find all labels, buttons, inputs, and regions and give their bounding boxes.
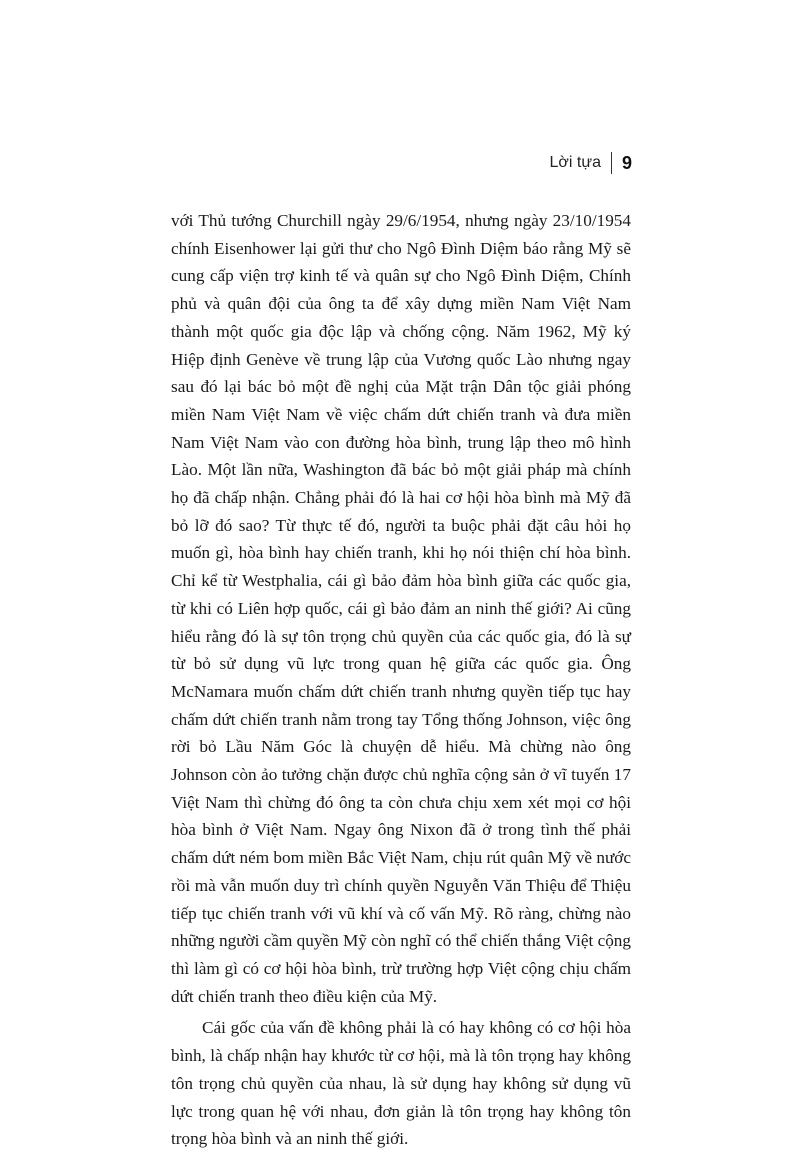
- header-divider: [611, 152, 612, 174]
- page-number: 9: [621, 152, 632, 173]
- paragraph: Cái gốc của vấn đề không phải là có hay không có cơ hội hòa bình, là chấp nhận hay khước từ cơ hội, mà là tôn trọng hay không tôn trọng chủ quyền của nhau, là sử dụng hay không sử dụng vũ lực trong quan hệ với nhau, đơn giản là tôn trọng hay không tôn trọng hòa bình và an ninh thế giới.: [171, 1018, 631, 1149]
- body-text: [171, 207, 631, 1153]
- running-header: [550, 152, 632, 174]
- paragraph-continued: với Thủ tướng Churchill ngày 29/6/1954, nhưng ngày 23/10/1954 chính Eisenhower lại gửi thư cho Ngô Đình Diệm báo rằng Mỹ sẽ cung cấp viện trợ kinh tế và quân sự cho Ngô Đình Diệm, Chính phủ và quân đội của ông ta để xây dựng miền Nam Việt Nam thành một quốc gia độc lập và chống cộng. Năm 1962, Mỹ ký Hiệp định Genève về trung lập của Vương quốc Lào nhưng ngay sau đó lại bác bỏ một đề nghị của Mặt trận Dân tộc giải phóng miền Nam Việt Nam về việc chấm dứt chiến tranh và đưa miền Nam Việt Nam vào con đường hòa bình, trung lập theo mô hình Lào. Một lần nữa, Washington đã bác bỏ một giải pháp mà chính họ đã chấp nhận. Chẳng phải đó là hai cơ hội hòa bình mà Mỹ đã bỏ lỡ đó sao? Từ thực tế đó, người ta buộc phải đặt câu hỏi họ muốn gì, hòa bình hay chiến tranh, khi họ nói thiện chí hòa bình. Chỉ kể từ Westphalia, cái gì bảo đảm hòa bình giữa các quốc gia, từ khi có Liên hợp quốc, cái gì bảo đảm an ninh thế giới? Ai cũng hiểu rằng đó là sự tôn trọng chủ quyền của các quốc gia, đó là sự từ bỏ sử dụng vũ lực trong quan hệ giữa các quốc gia. Ông McNamara muốn chấm dứt chiến tranh nhưng quyền tiếp tục hay chấm dứt chiến tranh nằm trong tay Tổng thống Johnson, việc ông rời bỏ Lầu Năm Góc là chuyện dễ hiểu. Mà chừng nào ông Johnson còn ảo tưởng chặn được chủ nghĩa cộng sản ở vĩ tuyến 17 Việt Nam thì chừng đó ông ta còn chưa chịu xem xét mọi cơ hội hòa bình ở Việt Nam. Ngay ông Nixon đã ở trong tình thế phải chấm dứt ném bom miền Bắc Việt Nam, chịu rút quân Mỹ về nước rồi mà vẫn muốn duy trì chính quyền Nguyễn Văn Thiệu để Thiệu tiếp tục chiến tranh với vũ khí và cố vấn Mỹ. Rõ ràng, chừng nào những người cầm quyền Mỹ còn nghĩ có thể chiến thắng Việt cộng thì làm gì có cơ hội hòa bình, trừ trường hợp Việt cộng chịu chấm dứt chiến tranh theo điều kiện của Mỹ.: [171, 211, 631, 1006]
- running-title: Lời tựa: [549, 154, 601, 171]
